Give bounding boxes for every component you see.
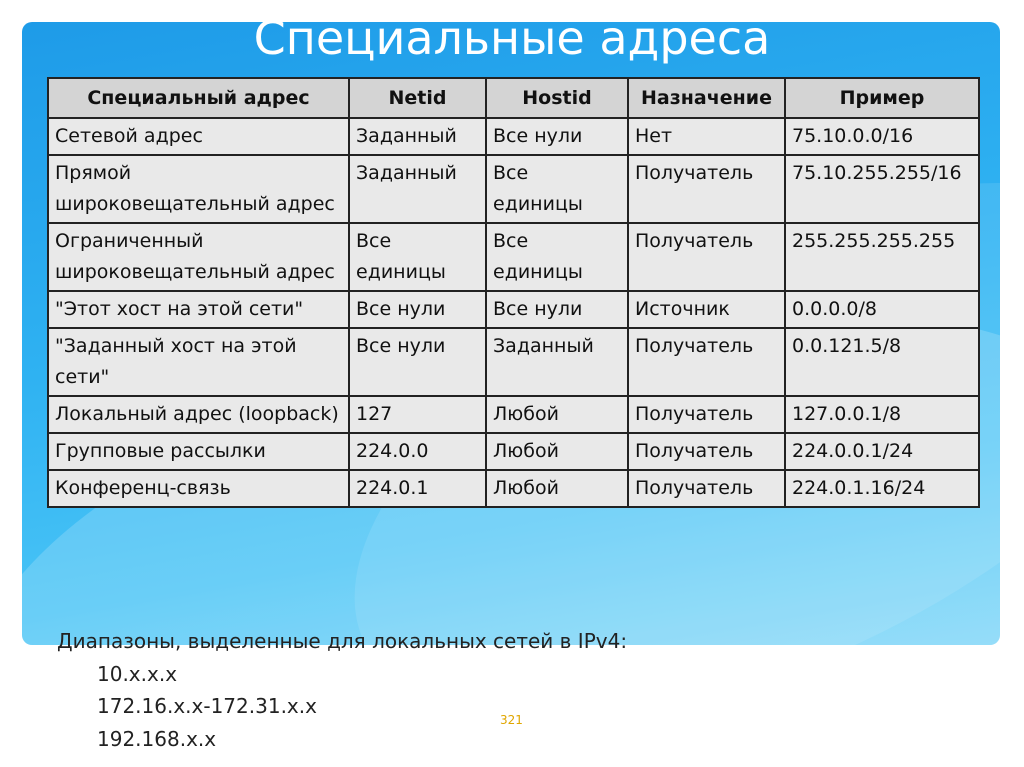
table-cell: Получатель [628,433,785,470]
table-cell: Ограниченный широковещательный адрес [48,223,349,291]
table-cell: Заданный [349,155,486,223]
table-cell: Локальный адрес (loopback) [48,396,349,433]
column-header: Назначение [628,78,785,118]
table-cell: Все нули [486,118,628,155]
table-row [48,155,979,223]
table-row [48,291,979,328]
column-header: Netid [349,78,486,118]
table-cell: 127.0.0.1/8 [785,396,979,433]
table-cell: Любой [486,470,628,507]
table-cell: 255.255.255.255 [785,223,979,291]
table-row [48,396,979,433]
table-row [48,470,979,507]
table-cell: 127 [349,396,486,433]
table-cell: Все единицы [486,223,628,291]
table-cell: Заданный [486,328,628,396]
table-cell: 224.0.1 [349,470,486,507]
table-cell: Получатель [628,470,785,507]
table-cell: Получатель [628,155,785,223]
table-cell: 224.0.0 [349,433,486,470]
column-header: Hostid [486,78,628,118]
table-cell: 224.0.1.16/24 [785,470,979,507]
table-row [48,433,979,470]
table-cell: "Этот хост на этой сети" [48,291,349,328]
slide-title: Специальные адреса [253,11,771,65]
table-cell: Любой [486,433,628,470]
table-cell: Сетевой адрес [48,118,349,155]
table-cell: Все нули [486,291,628,328]
table-cell: Получатель [628,396,785,433]
table-cell: 0.0.121.5/8 [785,328,979,396]
table-cell: Источник [628,291,785,328]
table-row [48,328,979,396]
table-cell: 75.10.255.255/16 [785,155,979,223]
table-cell: 224.0.0.1/24 [785,433,979,470]
table-cell: Любой [486,396,628,433]
table-cell: Все единицы [486,155,628,223]
table-header-row [48,78,979,118]
table-cell: Получатель [628,328,785,396]
table-cell: Конференц-связь [48,470,349,507]
table-cell: Все нули [349,291,486,328]
private-ranges-block [57,625,627,755]
table-cell: Прямой широковещательный адрес [48,155,349,223]
table-row [48,118,979,155]
column-header: Пример [785,78,979,118]
special-addresses-table [47,77,980,508]
table-cell: Получатель [628,223,785,291]
range-item: 10.x.x.x [97,661,178,686]
table-cell: 75.10.0.0/16 [785,118,979,155]
column-header: Специальный адрес [48,78,349,118]
table-cell: Все нули [349,328,486,396]
table-row [48,223,979,291]
table-cell: 0.0.0.0/8 [785,291,979,328]
page-number: 321 [500,713,523,727]
table-cell: Заданный [349,118,486,155]
table-cell: Групповые рассылки [48,433,349,470]
table-cell: Нет [628,118,785,155]
table-cell: Все единицы [349,223,486,291]
range-item: 172.16.x.x-172.31.x.x [97,694,317,718]
range-item: 192.168.x.x [97,726,217,751]
private-ranges-heading: Диапазоны, выделенные для локальных сетей в IPv4: [57,629,628,653]
table-cell: "Заданный хост на этой сети" [48,328,349,396]
